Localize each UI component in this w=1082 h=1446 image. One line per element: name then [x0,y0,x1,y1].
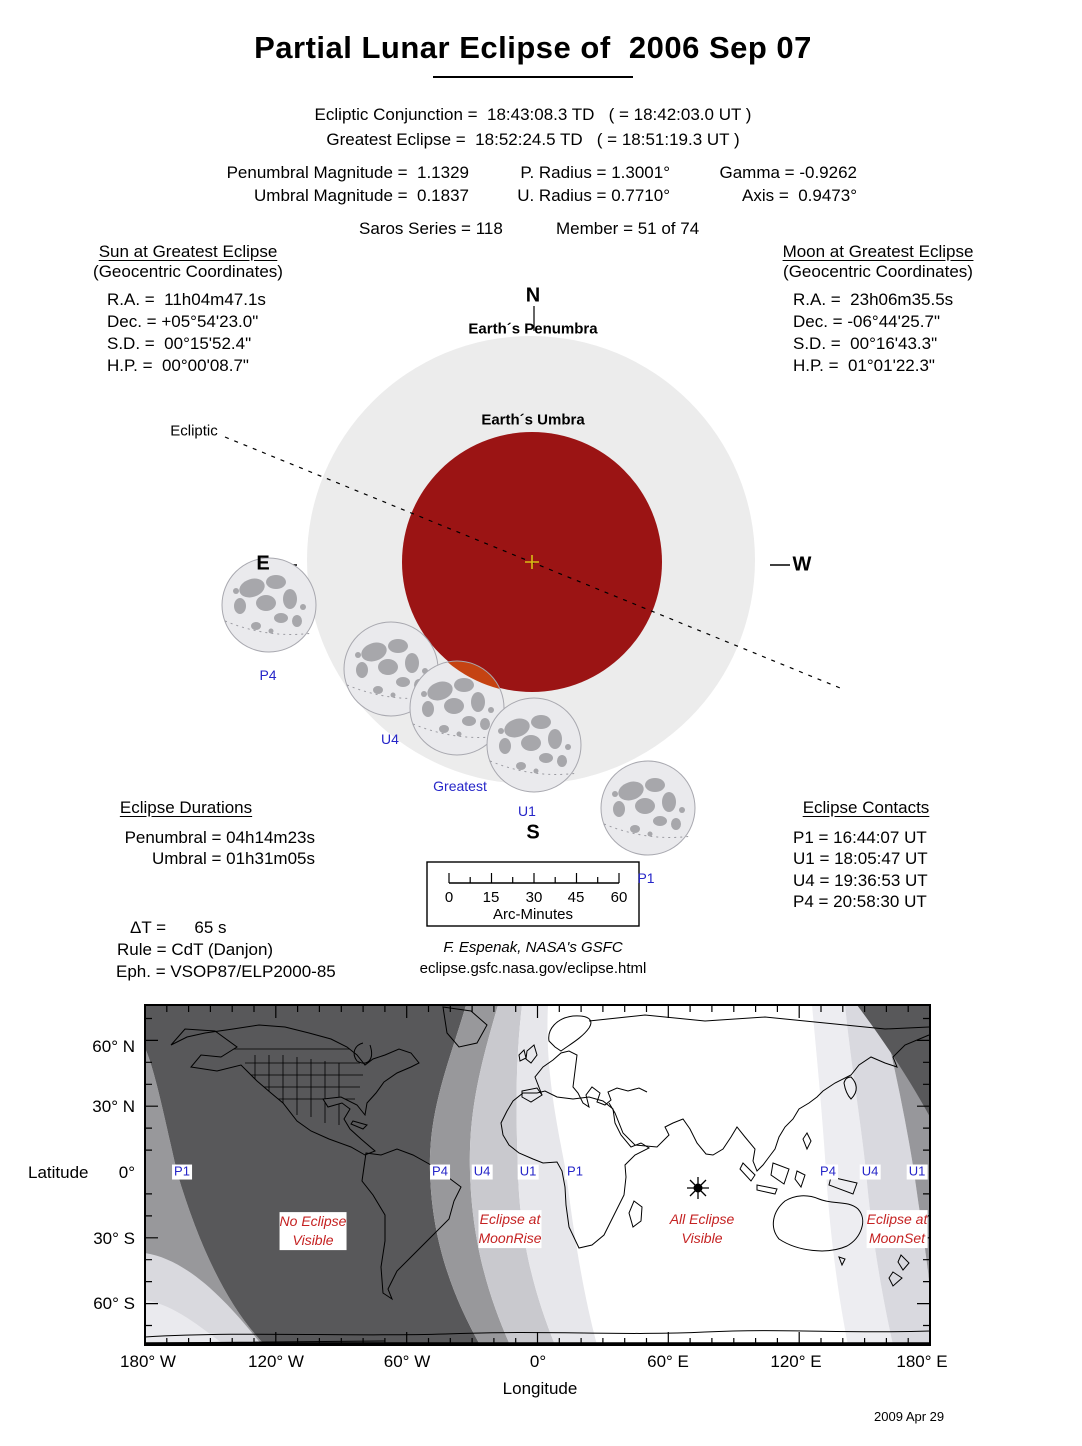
contact-greatest-label: Greatest [433,777,487,794]
moon-hp: H.P. = 01°01'22.3" [793,356,935,375]
lat-tick-60s: 60° S [93,1294,135,1313]
sun-sd: S.D. = 00°15'52.4" [107,334,252,353]
ephemeris: Eph. = VSOP87/ELP2000-85 [116,962,336,981]
umbral-magnitude: Umbral Magnitude = 0.1837 [254,186,469,205]
moon-u1 [487,698,581,792]
zone-moonrise-line1: Eclipse at [479,1211,541,1228]
lon-tick-60w: 60° W [383,1352,431,1371]
map-contact-p4-left: P4 [432,1163,448,1179]
scale-tick-60: 60 [610,889,628,906]
saros-series: Saros Series = 118 [359,219,503,238]
zone-moonset-line1: Eclipse at [866,1211,928,1228]
moon-p1 [601,761,695,855]
sun-hp: H.P. = 00°00'08.7" [107,356,249,375]
scale-tick-15: 15 [482,889,500,906]
lon-tick-180e: 180° E [896,1352,948,1371]
moon-sd: S.D. = 00°16'43.3" [793,334,938,353]
delta-t: ΔT = 65 s [130,918,227,937]
sun-dec: Dec. = +05°54'23.0" [107,312,259,331]
scale-tick-45: 45 [567,889,585,906]
lon-tick-60e: 60° E [647,1352,689,1371]
lat-tick-30n: 30° N [92,1097,135,1116]
map-contact-p4-right: P4 [820,1163,836,1179]
contact-time-u4: U4 = 19:36:53 UT [793,871,928,890]
credit-url: eclipse.gsfc.nasa.gov/eclipse.html [419,960,647,977]
umbra-label: Earth´s Umbra [481,411,585,429]
contact-time-p4: P4 = 20:58:30 UT [793,892,927,911]
author-credit: F. Espenak, NASA's GSFC [443,939,623,956]
lon-tick-120w: 120° W [248,1352,304,1371]
sun-block-subheading: (Geocentric Coordinates) [93,262,283,281]
saros-member: Member = 51 of 74 [556,219,700,238]
map-contact-u4-left: U4 [473,1163,491,1179]
lat-tick-30s: 30° S [93,1229,135,1248]
longitude-axis-title: Longitude [502,1379,578,1398]
zenith-star [687,1177,709,1199]
zone-moonset-line2: MoonSet [868,1230,926,1246]
zone-moonrise-label [478,1210,541,1248]
map-contact-u1-left: U1 [519,1163,537,1179]
contact-time-u1: U1 = 18:05:47 UT [793,849,928,868]
zone-no-eclipse-line2: Visible [292,1232,334,1248]
p-radius: P. Radius = 1.3001° [520,163,670,182]
figure-title: Partial Lunar Eclipse of 2006 Sep 07 [254,30,812,65]
penumbra-label: Earth´s Penumbra [468,320,598,338]
u-radius: U. Radius = 0.7710° [517,186,670,205]
zone-all-line2: Visible [681,1230,723,1246]
ecliptic-label: Ecliptic [170,422,218,440]
penumbral-duration: Penumbral = 04h14m23s [124,828,315,847]
map-contact-u1-right: U1 [908,1163,926,1179]
map-contact-p1-center: P1 [567,1163,583,1179]
contacts-heading: Eclipse Contacts [802,798,930,817]
moon-dec: Dec. = -06°44'25.7" [793,312,940,331]
lat-tick-60n: 60° N [92,1037,135,1056]
gamma: Gamma = -0.9262 [719,163,857,182]
durations-heading: Eclipse Durations [119,798,253,817]
zone-all-line1: All Eclipse [669,1211,735,1228]
greatest-eclipse-line: Greatest Eclipse = 18:52:24.5 TD ( = 18:51:19.3 UT ) [326,130,740,149]
scale-units-label: Arc-Minutes [492,906,574,923]
axis: Axis = 0.9473° [741,186,857,205]
zone-no-eclipse-label [280,1212,347,1250]
map-contact-p1-west: P1 [174,1163,190,1179]
scale-tick-30: 30 [525,889,543,906]
map-contact-u4-right: U4 [861,1163,879,1179]
contact-u4-label: U4 [381,730,399,747]
latitude-axis-title: Latitude [28,1163,89,1182]
penumbral-magnitude: Penumbral Magnitude = 1.1329 [226,163,469,182]
contact-p4-label: P4 [259,666,277,683]
scale-tick-0: 0 [444,889,454,906]
compass-north-label: N [525,284,541,307]
shadow-diagram [222,306,845,855]
compass-east-label: E [256,552,270,575]
moon-block-heading: Moon at Greatest Eclipse [782,242,974,261]
rule: Rule = CdT (Danjon) [117,940,274,959]
zone-moonset-label [867,1210,928,1248]
lon-tick-0: 0° [529,1352,547,1371]
moon-block-subheading: (Geocentric Coordinates) [783,262,973,281]
lon-tick-180w: 180° W [120,1352,176,1371]
revision-date: 2009 Apr 29 [874,1409,945,1424]
contact-u1-label: U1 [518,802,536,819]
zone-no-eclipse-line1: No Eclipse [279,1213,347,1230]
zone-moonrise-line2: MoonRise [478,1230,542,1246]
sun-block-heading: Sun at Greatest Eclipse [98,242,278,261]
compass-south-label: S [526,821,540,844]
lon-tick-120e: 120° E [770,1352,822,1371]
contact-time-p1: P1 = 16:44:07 UT [793,828,927,847]
lat-tick-0: 0° [118,1163,135,1182]
zone-all-visible-label [670,1210,735,1248]
moon-ra: R.A. = 23h06m35.5s [793,290,954,309]
umbral-duration: Umbral = 01h31m05s [151,849,315,868]
sun-ra: R.A. = 11h04m47.1s [107,290,266,309]
contact-p1-label: P1 [637,869,655,886]
ecliptic-conjunction-line: Ecliptic Conjunction = 18:43:08.3 TD ( = 18:42:03.0 UT ) [314,105,752,124]
title-underline [433,76,633,78]
compass-west-label: W [792,553,812,576]
